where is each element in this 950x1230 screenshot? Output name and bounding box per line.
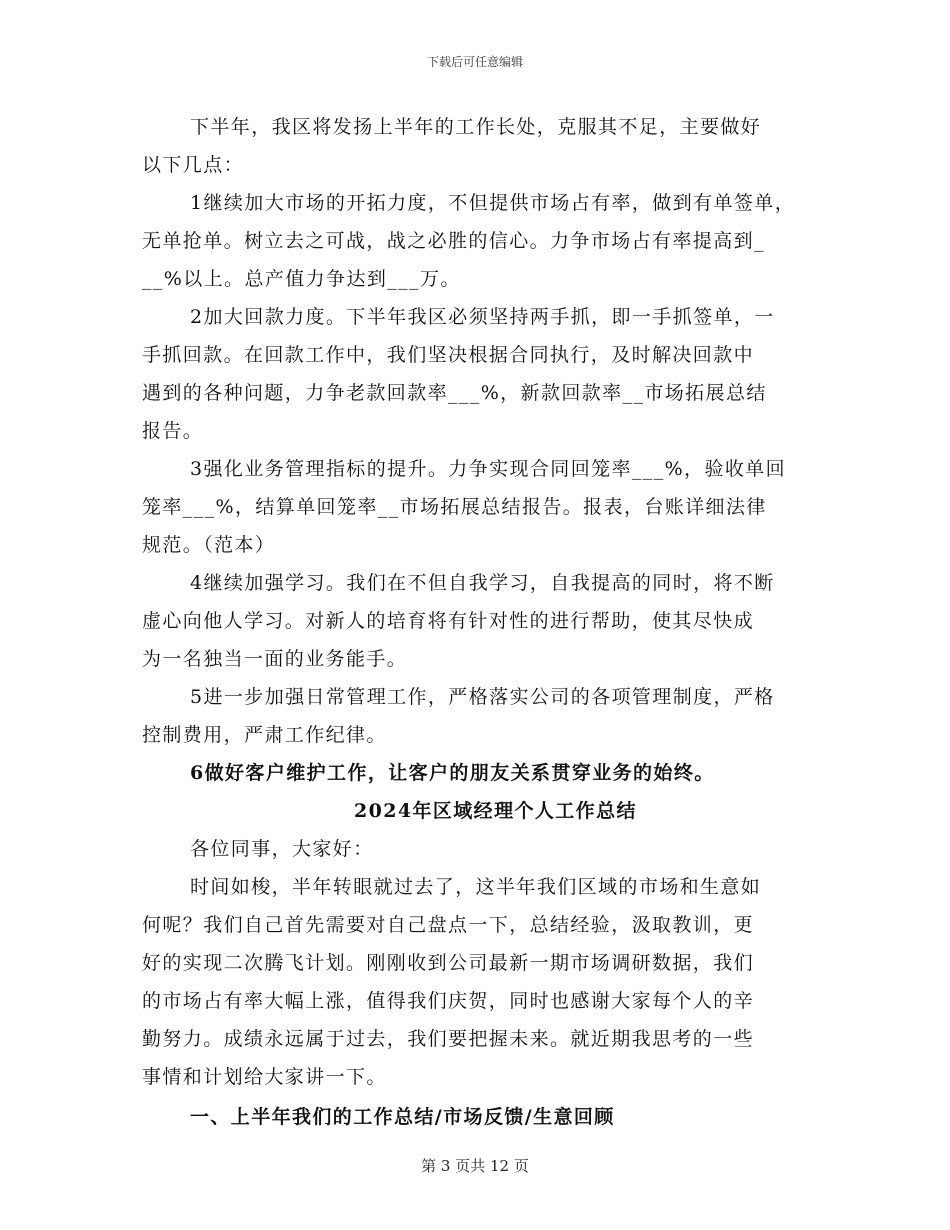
- list-item-line: 为一名独当一面的业务能手。: [142, 648, 408, 670]
- list-item-line: 3强化业务管理指标的提升。力争实现合同回笼率___%，验收单回: [190, 458, 787, 480]
- list-item-line: 虚心向他人学习。对新人的培育将有针对性的进行帮助，使其尽快成: [142, 610, 755, 632]
- list-item-line: 报告。: [142, 420, 204, 442]
- greeting-line: 各位同事，大家好：: [190, 838, 374, 860]
- list-item-line: 规范。（范本）: [142, 534, 276, 556]
- list-item-line: 手抓回款。在回款工作中，我们坚决根据合同执行，及时解决回款中: [142, 344, 755, 366]
- paragraph-line: 下半年，我区将发扬上半年的工作长处，克服其不足，主要做好: [190, 116, 762, 138]
- paragraph-line: 事情和计划给大家讲一下。: [142, 1066, 387, 1088]
- list-item-line: 遇到的各种问题，力争老款回款率___%，新款回款率__市场拓展总结: [142, 382, 767, 404]
- list-item-line: __%以上。总产值力争达到___万。: [142, 268, 461, 290]
- subsection-heading: 一、上半年我们的工作总结/市场反馈/生意回顾: [190, 1106, 615, 1128]
- list-item-line: 4继续加强学习。我们在不但自我学习，自我提高的同时，将不断: [190, 572, 775, 594]
- list-item-line-bold: 6做好客户维护工作，让客户的朋友关系贯穿业务的始终。: [190, 762, 715, 784]
- paragraph-line: 何呢？我们自己首先需要对自己盘点一下，总结经验，汲取教训，更: [142, 914, 755, 936]
- list-item-line: 5进一步加强日常管理工作，严格落实公司的各项管理制度，严格: [190, 686, 775, 708]
- paragraph-line: 勤努力。成绩永远属于过去，我们要把握未来。就近期我思考的一些: [142, 1028, 755, 1050]
- paragraph-line: 以下几点：: [142, 154, 245, 176]
- paragraph-line: 好的实现二次腾飞计划。刚刚收到公司最新一期市场调研数据，我们: [142, 952, 755, 974]
- page-number: 第 3 页共 12 页: [421, 1157, 529, 1175]
- list-item-line: 无单抢单。树立去之可战，战之必胜的信心。力争市场占有率提高到_: [142, 230, 765, 252]
- paragraph-line: 时间如梭，半年转眼就过去了，这半年我们区域的市场和生意如: [190, 876, 762, 898]
- paragraph-line: 的市场占有率大幅上涨，值得我们庆贺，同时也感谢大家每个人的辛: [142, 990, 755, 1012]
- section-title: 2024年区域经理个人工作总结: [354, 800, 637, 822]
- list-item-line: 控制费用，严肃工作纪律。: [142, 724, 387, 746]
- list-item-line: 1继续加大市场的开拓力度，不但提供市场占有率，做到有单签单，: [190, 192, 796, 214]
- list-item-line: 笼率___%，结算单回笼率__市场拓展总结报告。报表，台账详细法律: [142, 496, 767, 518]
- list-item-line: 2加大回款力度。下半年我区必须坚持两手抓，即一手抓签单，一: [190, 306, 775, 328]
- page-header: 下载后可任意编辑: [426, 55, 523, 69]
